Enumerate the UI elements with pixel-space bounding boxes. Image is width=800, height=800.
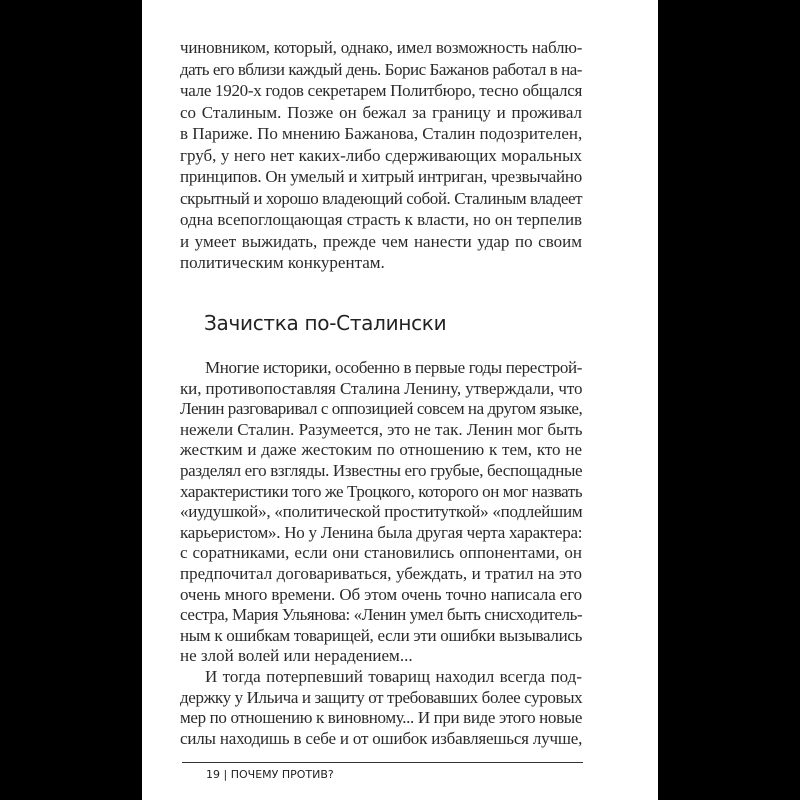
text-line: И тогда потерпевший товарищ находил всегда под-	[205, 666, 582, 686]
text-line: дать его вблизи каждый день. Борис Бажанов работал в на-	[180, 59, 582, 79]
text-line: ки, противопоставляя Сталина Ленину, утверждали, что	[180, 378, 583, 398]
footer-separator: |	[223, 768, 228, 781]
footer-rule	[182, 762, 583, 763]
text-line: карьеристом». Но у Ленина была другая черта характера:	[180, 522, 583, 542]
text-line: принципов. Он умелый и хитрый интриган, чрезвычайно	[180, 167, 582, 186]
paragraph-main	[180, 358, 582, 749]
paragraph-intro	[180, 37, 582, 274]
text-line: мер по отношению к виновному... И при виде этого новые	[180, 708, 583, 728]
text-line: одна всепоглощающая страсть к власти, но он терпелив	[180, 210, 583, 229]
text-line: очень много времени. Об этом очень точно написала его	[180, 584, 582, 604]
page-footer	[206, 768, 334, 782]
text-line: чиновником, который, однако, имел возможность наблю-	[180, 38, 583, 57]
text-line: с соратниками, если они становились оппонентами, он	[180, 543, 582, 563]
running-title: ПОЧЕМУ ПРОТИВ?	[230, 768, 334, 781]
text-line: сестра, Мария Ульянова: «Ленин умел быть снисходитель-	[180, 605, 583, 625]
text-line: жестким и даже жестоким по отношению к тем, кто не	[180, 440, 582, 460]
text-line: разделял его взгляды. Известны его грубые, беспощадные	[180, 460, 583, 480]
text-line: политическим конкурентам.	[180, 253, 385, 272]
text-line: груб, у него нет каких-либо сдерживающих моральных	[180, 145, 582, 165]
section-heading: Зачистка по-Сталински	[204, 311, 447, 335]
text-line: со Сталиным. Позже он бежал за границу и проживал	[180, 102, 582, 122]
book-page	[142, 0, 658, 800]
text-line: предпочитал договариваться, убеждать, и тратил на это	[180, 563, 582, 583]
page-number: 19	[206, 768, 220, 781]
text-line: держку у Ильича и защиту от требовавших более суровых	[180, 687, 583, 707]
text-line: в Париже. По мнению Бажанова, Сталин подозрителен,	[180, 124, 583, 143]
text-line: характеристики того же Троцкого, которого он мог назвать	[180, 481, 583, 501]
text-line: ным к ошибкам товарищей, если эти ошибки вызывались	[180, 625, 583, 645]
text-line: «иудушкой», «политической проституткой» «подлейшим	[180, 502, 583, 522]
text-line: и умеет выжидать, прежде чем нанести удар по своим	[180, 231, 582, 251]
text-line: Ленин разговаривал с оппозицией совсем на другом языке,	[180, 399, 583, 419]
text-line: скрытный и хорошо владеющий собой. Сталиным владеет	[180, 188, 583, 208]
text-line: не злой волей или нерадением...	[180, 646, 413, 666]
text-line: Многие историки, особенно в первые годы перестрой-	[205, 358, 582, 377]
text-line: чале 1920-х годов секретарем Политбюро, тесно общался	[180, 81, 582, 100]
text-line: нежели Сталин. Разумеется, это не так. Ленин мог быть	[180, 419, 583, 439]
text-line: силы находишь в себе и от ошибок избавляешься лучше,	[180, 728, 583, 748]
